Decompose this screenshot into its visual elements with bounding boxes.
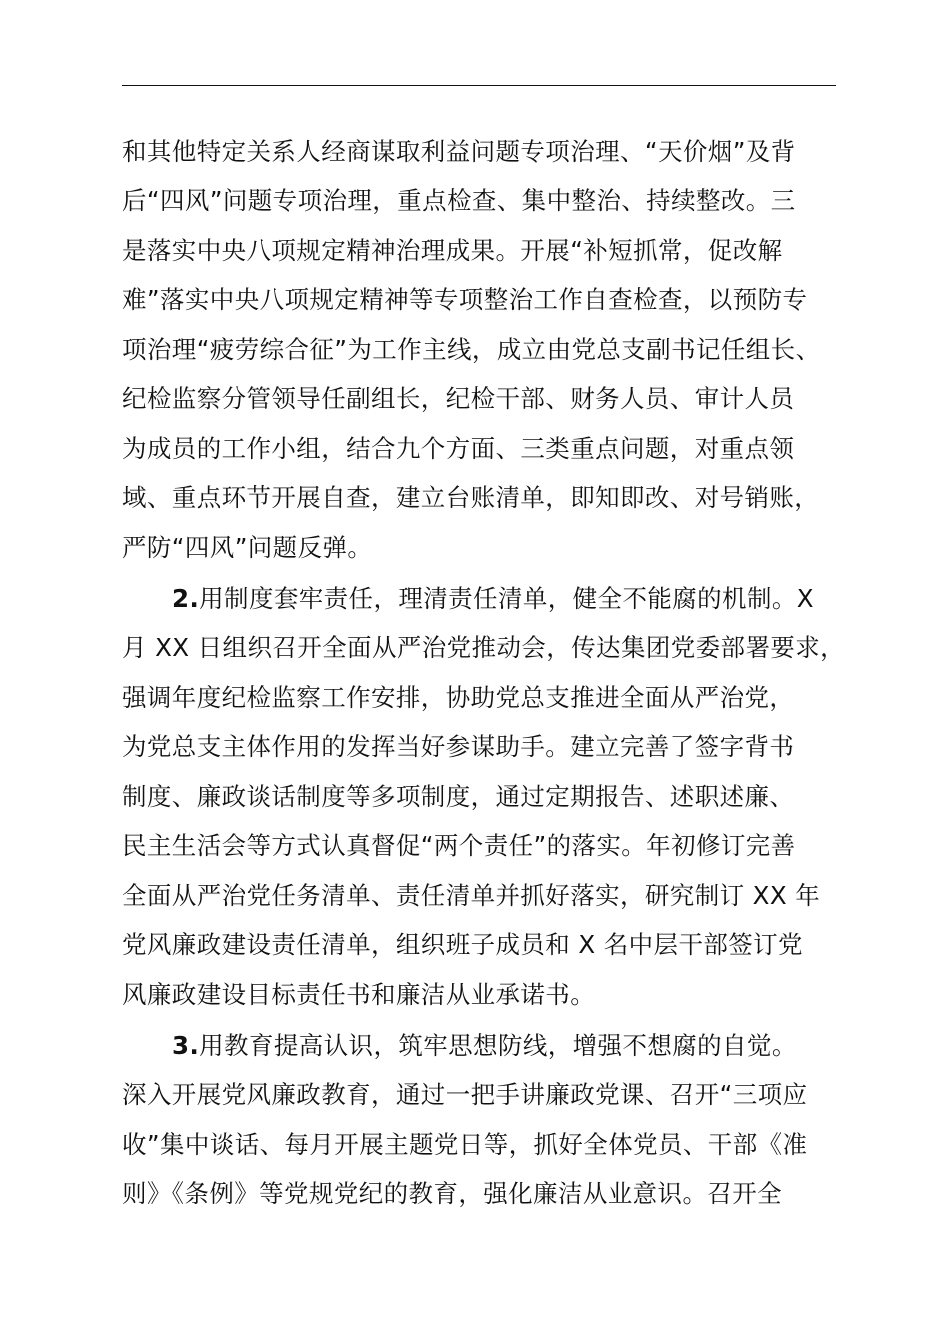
section-3-number: 3. xyxy=(172,1031,200,1060)
text-line: 风廉政建设目标责任书和廉洁从业承诺书。 xyxy=(122,980,596,1009)
text-line: 收”集中谈话、每月开展主题党日等，抓好全体党员、干部《准 xyxy=(122,1130,808,1159)
text-line: 域、重点环节开展自查，建立台账清单，即知即改、对号销账， xyxy=(122,483,820,512)
text-line: 是落实中央八项规定精神治理成果。开展“补短抓常，促改解 xyxy=(122,236,783,265)
text-line: 则》《条例》等党规党纪的教育，强化廉洁从业意识。召开全 xyxy=(122,1179,783,1208)
section-2-heading xyxy=(172,583,814,615)
text-line: 强调年度纪检监察工作安排，协助党总支推进全面从严治党， xyxy=(122,683,795,712)
text-line: 全面从严治党任务清单、责任清单并抓好落实，研究制订 XX 年 xyxy=(122,881,821,910)
section-2-first-line: 用制度套牢责任，理清责任清单，健全不能腐的机制。X xyxy=(199,584,814,613)
text-line: 纪检监察分管领导任副组长，纪检干部、财务人员、审计人员 xyxy=(122,384,795,413)
text-line: 后“四风”问题专项治理，重点检查、集中整治、持续整改。三 xyxy=(122,186,796,215)
section-3-heading xyxy=(172,1030,797,1062)
text-line: 难”落实中央八项规定精神等专项整治工作自查检查，以预防专 xyxy=(122,285,808,314)
text-line: 制度、廉政谈话制度等多项制度，通过定期报告、述职述廉、 xyxy=(122,782,795,811)
text-line: 为党总支主体作用的发挥当好参谋助手。建立完善了签字背书 xyxy=(122,732,795,761)
text-line: 为成员的工作小组，结合九个方面、三类重点问题，对重点领 xyxy=(122,434,795,463)
text-line: 月 XX 日组织召开全面从严治党推动会，传达集团党委部署要求， xyxy=(122,633,846,662)
text-line: 民主生活会等方式认真督促“两个责任”的落实。年初修订完善 xyxy=(122,831,796,860)
text-line: 和其他特定关系人经商谋取利益问题专项治理、“天价烟”及背 xyxy=(122,137,796,166)
text-line: 党风廉政建设责任清单，组织班子成员和 X 名中层干部签订党 xyxy=(122,930,803,959)
text-line: 项治理“疲劳综合征”为工作主线，成立由党总支副书记任组长、 xyxy=(122,335,821,364)
text-line: 深入开展党风廉政教育，通过一把手讲廉政党课、召开“三项应 xyxy=(122,1080,808,1109)
header-rule xyxy=(122,85,836,86)
section-2-number: 2. xyxy=(172,584,200,613)
text-line: 严防“四风”问题反弹。 xyxy=(122,533,373,562)
section-3-first-line: 用教育提高认识，筑牢思想防线，增强不想腐的自觉。 xyxy=(199,1031,797,1060)
